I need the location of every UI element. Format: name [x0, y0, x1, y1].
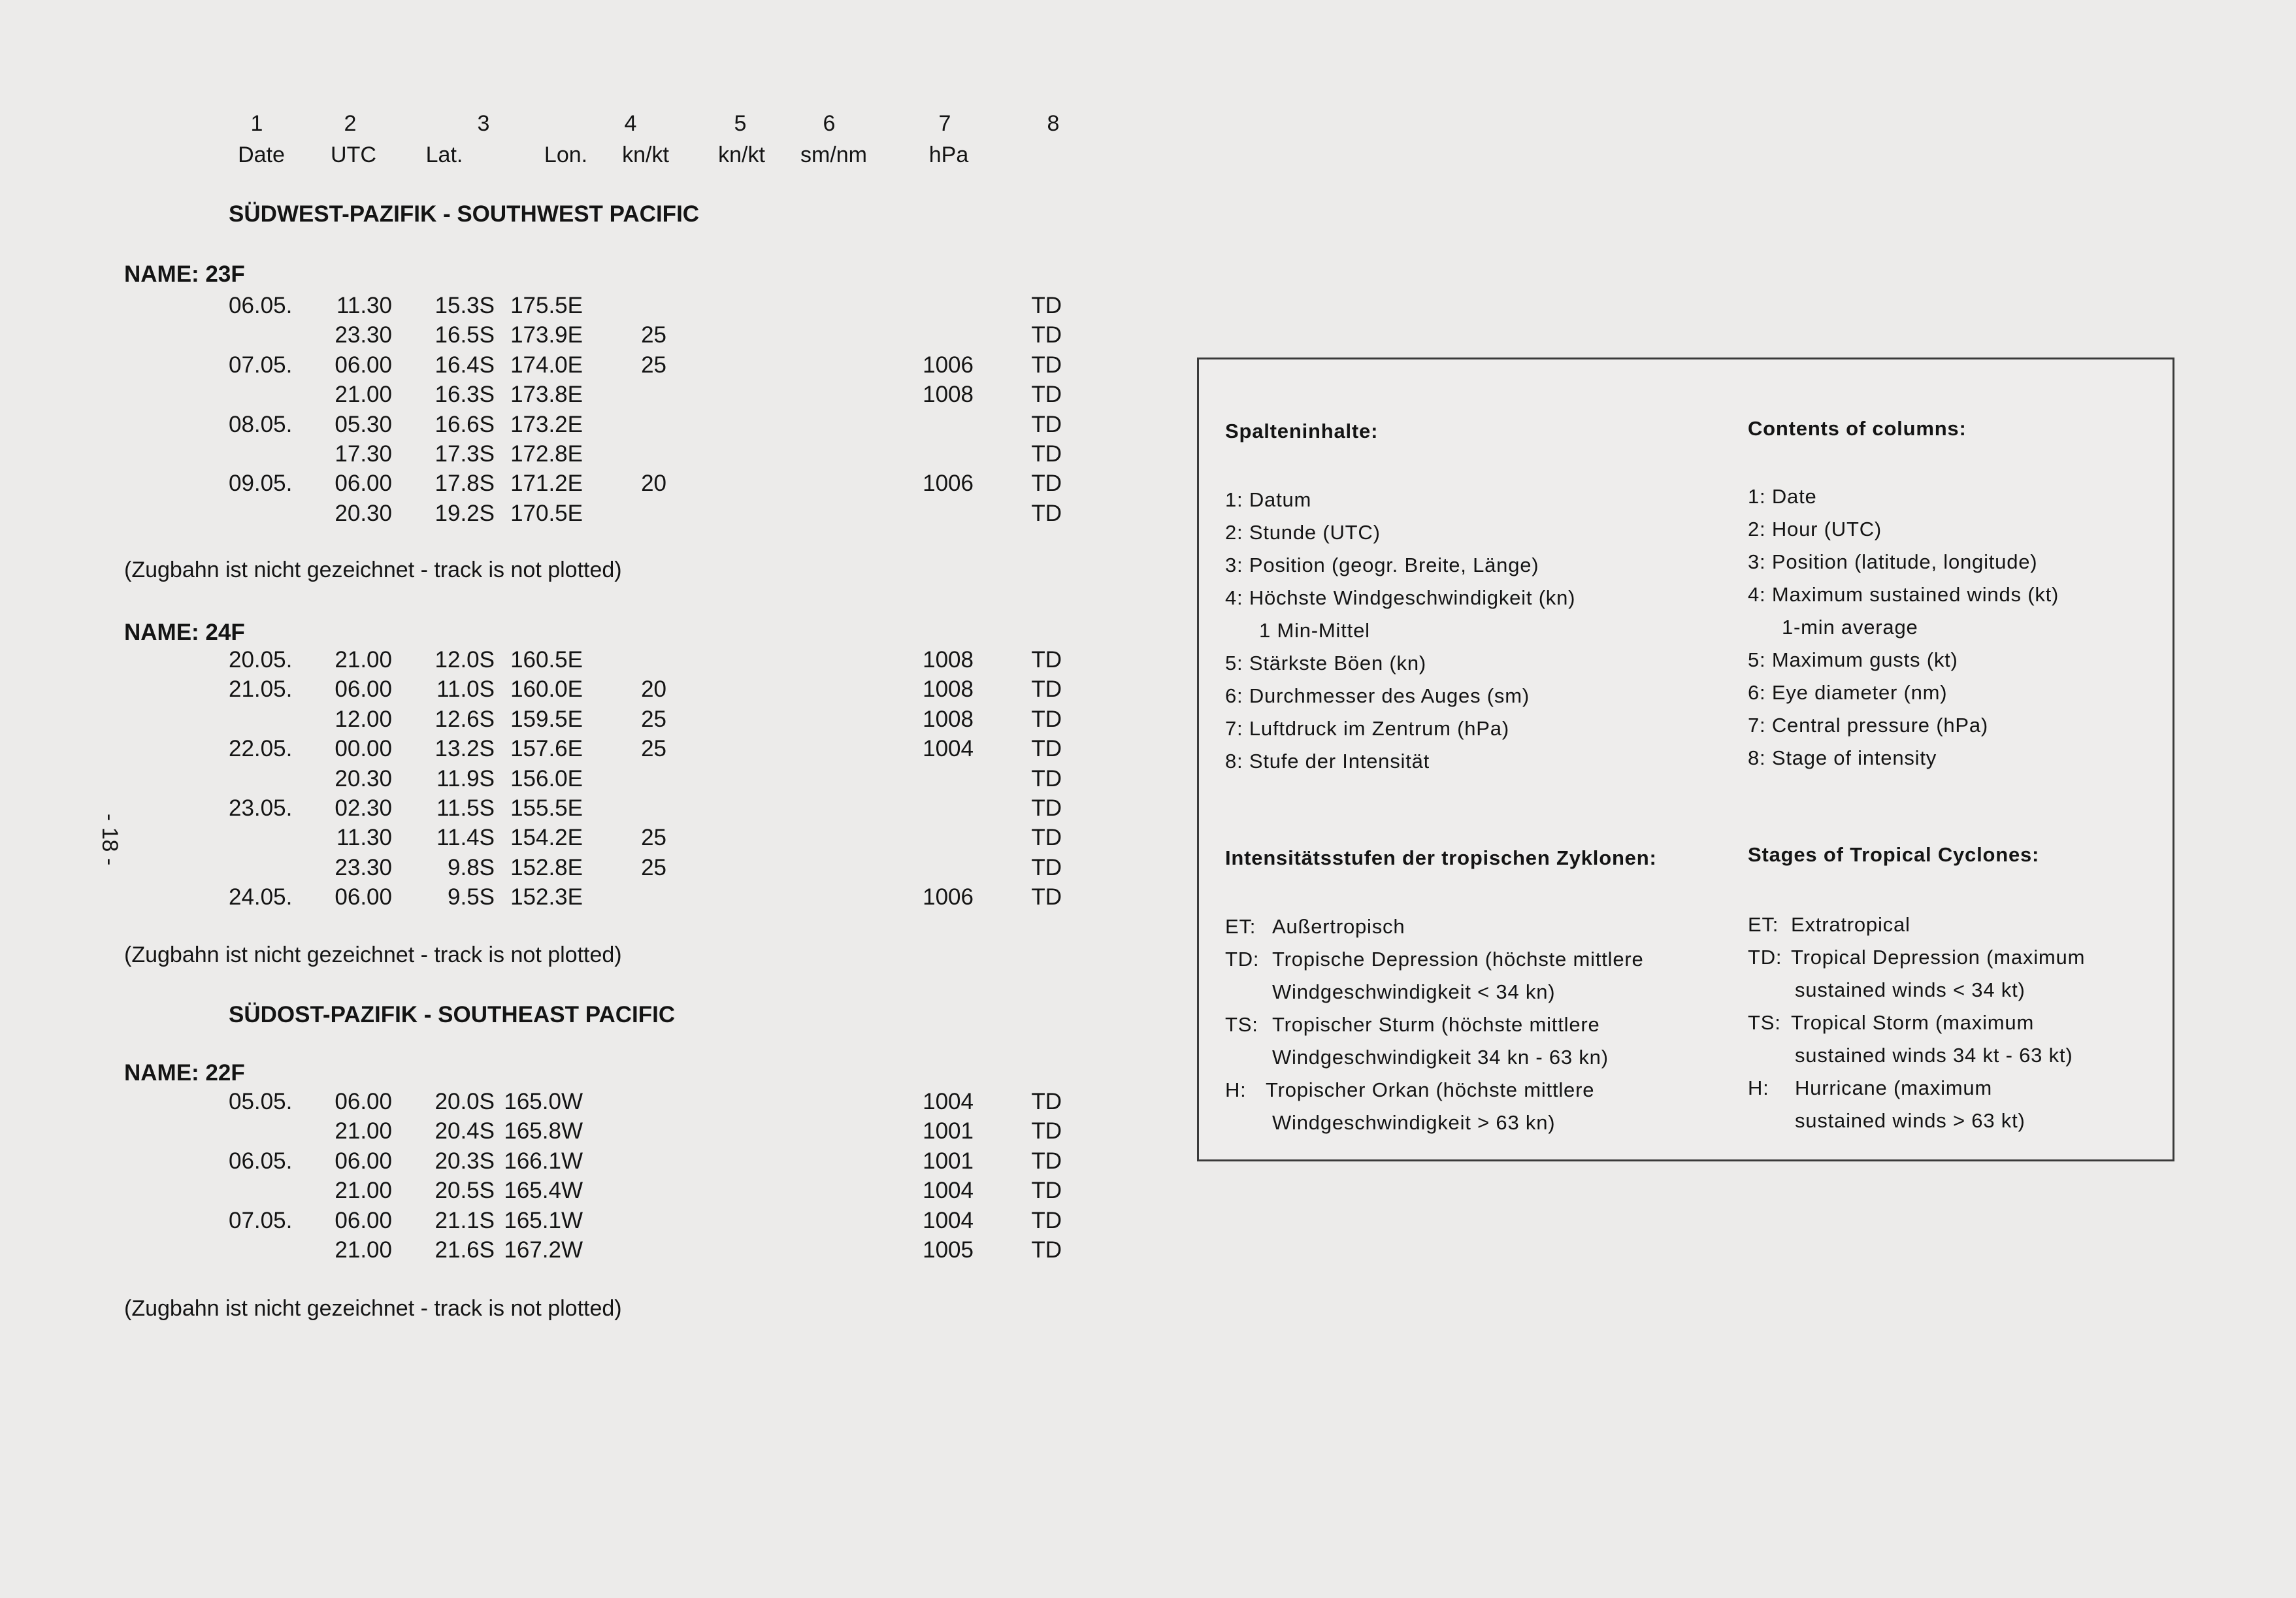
table-row: [0, 1237, 1111, 1267]
stage-code: H:: [1225, 1078, 1247, 1101]
cell-lon: 152.3E: [510, 884, 583, 910]
cell-utc: 06.00: [335, 352, 392, 378]
stage-desc: Extratropical: [1791, 913, 1911, 936]
column-number: 5: [734, 111, 747, 136]
column-label: Lon.: [544, 142, 588, 167]
column-number: 7: [938, 111, 951, 136]
cell-wind: 25: [641, 352, 666, 378]
cell-utc: 02.30: [335, 795, 392, 821]
table-row: [0, 293, 1111, 323]
cell-lon: 165.4W: [504, 1178, 583, 1204]
cell-lat: 11.5S: [436, 795, 495, 821]
column-item: 4: Höchste Windgeschwindigkeit (kn): [1225, 586, 1576, 609]
table-row: [0, 322, 1111, 352]
cell-lat: 15.3S: [435, 293, 495, 318]
cell-lat: 20.3S: [435, 1148, 495, 1174]
column-number: 3: [477, 111, 490, 136]
track-note: (Zugbahn ist nicht gezeichnet - track is not plotted): [124, 942, 622, 967]
column-label: hPa: [928, 142, 969, 167]
cell-utc: 20.30: [335, 765, 392, 791]
cell-lat: 9.5S: [448, 884, 495, 910]
cell-wind: 20: [641, 676, 666, 703]
cell-wind: 25: [641, 854, 666, 880]
cell-utc: 05.30: [335, 411, 392, 437]
cell-stage: TD: [1031, 1178, 1062, 1204]
cell-lat: 11.0S: [436, 676, 495, 703]
stage-desc: Tropischer Sturm (höchste mittlere: [1272, 1013, 1600, 1036]
cell-lon: 157.6E: [510, 736, 583, 762]
stage-desc: Tropical Depression (maximum: [1791, 946, 2086, 969]
cell-pres: 1004: [923, 1089, 974, 1114]
cell-lon: 175.5E: [510, 293, 583, 318]
cell-lat: 17.8S: [435, 471, 495, 497]
storm-name: NAME: 24F: [124, 620, 245, 645]
cell-utc: 23.30: [335, 322, 392, 348]
cell-lon: 155.5E: [510, 795, 583, 821]
column-item: 1-min average: [1782, 616, 1918, 639]
column-label: kn/kt: [622, 142, 669, 167]
column-number: 8: [1047, 111, 1060, 136]
track-note: (Zugbahn ist nicht gezeichnet - track is not plotted): [124, 558, 622, 582]
cell-date: 05.05.: [229, 1089, 293, 1114]
table-row: [0, 501, 1111, 531]
cell-stage: TD: [1031, 382, 1062, 408]
cell-stage: TD: [1031, 1207, 1062, 1233]
cell-utc: 06.00: [335, 1089, 392, 1114]
stage-code: TD:: [1225, 948, 1260, 971]
cell-lat: 12.0S: [435, 647, 495, 673]
table-row: [0, 795, 1111, 825]
columns-title: Spalteninhalte:: [1225, 420, 1379, 442]
cell-pres: 1001: [923, 1148, 974, 1174]
table-row: [0, 736, 1111, 766]
cell-utc: 00.00: [335, 736, 392, 762]
stage-code: TS:: [1225, 1013, 1258, 1036]
column-item: 3: Position (latitude, longitude): [1748, 550, 2038, 573]
stage-code: TS:: [1748, 1011, 1781, 1034]
cell-pres: 1005: [923, 1237, 974, 1263]
cell-lon: 156.0E: [510, 765, 583, 791]
stage-desc: Hurricane (maximum: [1795, 1076, 1993, 1099]
stage-desc: Tropischer Orkan (höchste mittlere: [1266, 1078, 1595, 1101]
stage-desc: Tropical Storm (maximum: [1791, 1011, 2035, 1034]
table-row: [0, 1148, 1111, 1178]
cell-lon: 154.2E: [510, 825, 583, 851]
cell-stage: TD: [1031, 795, 1062, 821]
cell-utc: 21.00: [335, 647, 392, 673]
cell-stage: TD: [1031, 706, 1062, 732]
column-label: kn/kt: [718, 142, 765, 167]
cell-date: 20.05.: [229, 647, 293, 673]
cell-lat: 20.4S: [435, 1118, 495, 1144]
stage-desc: Windgeschwindigkeit 34 kn - 63 kn): [1272, 1046, 1609, 1069]
cell-stage: TD: [1031, 647, 1062, 673]
cell-lon: 160.0E: [510, 676, 583, 703]
column-item: 2: Stunde (UTC): [1225, 521, 1381, 544]
column-item: 6: Eye diameter (nm): [1748, 681, 1948, 704]
column-number: 2: [344, 111, 357, 136]
cell-lon: 173.8E: [510, 382, 583, 408]
column-item: 5: Stärkste Böen (kn): [1225, 652, 1426, 674]
table-row: [0, 1178, 1111, 1208]
table-row: [0, 1208, 1111, 1238]
storm-name: NAME: 22F: [124, 1060, 245, 1086]
table-row: [0, 766, 1111, 796]
cell-lat: 20.5S: [435, 1178, 495, 1204]
cell-date: 07.05.: [229, 352, 293, 378]
cell-utc: 06.00: [335, 471, 392, 497]
cell-utc: 11.30: [336, 293, 392, 318]
cell-lon: 165.1W: [504, 1207, 583, 1233]
cell-lon: 160.5E: [510, 647, 583, 673]
column-item: 1: Datum: [1225, 488, 1312, 511]
cell-pres: 1008: [923, 382, 974, 408]
stage-code: H:: [1748, 1076, 1769, 1099]
table-row: [0, 707, 1111, 737]
cell-stage: TD: [1031, 441, 1062, 467]
cell-pres: 1006: [923, 471, 974, 497]
cell-stage: TD: [1031, 1118, 1062, 1144]
cell-pres: 1004: [923, 1178, 974, 1204]
cell-utc: 06.00: [335, 1207, 392, 1233]
column-number: 6: [823, 111, 836, 136]
cell-wind: 20: [641, 471, 666, 497]
cell-stage: TD: [1031, 1089, 1062, 1114]
table-row: [0, 1089, 1111, 1119]
cell-stage: TD: [1031, 411, 1062, 437]
table-row: [0, 676, 1111, 707]
stage-code: ET:: [1748, 913, 1779, 936]
legend-box: [1197, 358, 2174, 1161]
cell-lon: 165.8W: [504, 1118, 583, 1144]
cell-stage: TD: [1031, 500, 1062, 526]
stage-desc: sustained winds > 63 kt): [1795, 1109, 2025, 1132]
cell-lat: 9.8S: [448, 854, 495, 880]
cell-pres: 1001: [923, 1118, 974, 1144]
cell-pres: 1006: [923, 884, 974, 910]
cell-pres: 1006: [923, 352, 974, 378]
column-item: 5: Maximum gusts (kt): [1748, 648, 1958, 671]
cell-utc: 21.00: [335, 382, 392, 408]
column-label: Date: [238, 142, 285, 167]
cell-stage: TD: [1031, 736, 1062, 762]
column-item: 1: Date: [1748, 485, 1817, 508]
stage-desc: sustained winds < 34 kt): [1795, 978, 2025, 1001]
column-label: sm/nm: [800, 142, 867, 167]
table-row: [0, 352, 1111, 382]
cell-wind: 25: [641, 706, 666, 732]
cell-lat: 21.1S: [435, 1207, 495, 1233]
table-row: [0, 855, 1111, 885]
cell-pres: 1008: [923, 647, 974, 673]
cell-lon: 174.0E: [510, 352, 583, 378]
cell-pres: 1004: [923, 1207, 974, 1233]
table-row: [0, 647, 1111, 677]
cell-pres: 1004: [923, 736, 974, 762]
cell-utc: 21.00: [335, 1237, 392, 1263]
cell-stage: TD: [1031, 884, 1062, 910]
cell-lon: 159.5E: [510, 706, 583, 732]
cell-stage: TD: [1031, 676, 1062, 703]
table-row: [0, 884, 1111, 914]
column-item: 2: Hour (UTC): [1748, 518, 1882, 541]
stage-desc: Außertropisch: [1272, 915, 1405, 938]
storm-name: NAME: 23F: [124, 261, 245, 287]
columns-title: Contents of columns:: [1748, 417, 1967, 440]
table-row: [0, 382, 1111, 412]
columns-list: [1748, 480, 2059, 774]
stage-desc: Tropische Depression (höchste mittlere: [1272, 948, 1644, 971]
stage-code: TD:: [1748, 946, 1782, 969]
section-title: SÜDWEST-PAZIFIK - SOUTHWEST PACIFIC: [229, 201, 700, 227]
cell-utc: 12.00: [335, 706, 392, 732]
stage-desc: Windgeschwindigkeit > 63 kn): [1272, 1111, 1556, 1134]
cell-lat: 16.3S: [435, 382, 495, 408]
cell-wind: 25: [641, 736, 666, 762]
cell-utc: 21.00: [335, 1178, 392, 1204]
cell-date: 09.05.: [229, 471, 293, 497]
cell-lat: 17.3S: [435, 441, 495, 467]
table-row: [0, 471, 1111, 501]
cell-date: 22.05.: [229, 736, 293, 762]
cell-pres: 1008: [923, 706, 974, 732]
cell-lat: 16.4S: [435, 352, 495, 378]
table-row: [0, 441, 1111, 471]
cell-stage: TD: [1031, 1148, 1062, 1174]
cell-stage: TD: [1031, 471, 1062, 497]
table-row: [0, 412, 1111, 442]
column-item: 7: Luftdruck im Zentrum (hPa): [1225, 717, 1509, 740]
cell-lat: 19.2S: [435, 500, 495, 526]
cell-stage: TD: [1031, 1237, 1062, 1263]
cell-stage: TD: [1031, 293, 1062, 318]
table-row: [0, 1118, 1111, 1148]
cell-date: 06.05.: [229, 293, 293, 318]
cell-stage: TD: [1031, 352, 1062, 378]
cell-date: 24.05.: [229, 884, 293, 910]
cell-date: 06.05.: [229, 1148, 293, 1174]
cell-pres: 1008: [923, 676, 974, 703]
cell-stage: TD: [1031, 825, 1062, 851]
cell-lat: 12.6S: [435, 706, 495, 732]
cell-date: 21.05.: [229, 676, 293, 703]
cell-utc: 06.00: [335, 884, 392, 910]
cell-lon: 171.2E: [510, 471, 583, 497]
cell-utc: 23.30: [335, 854, 392, 880]
cell-lon: 172.8E: [510, 441, 583, 467]
cell-utc: 20.30: [335, 500, 392, 526]
column-number: 1: [250, 111, 263, 136]
cell-date: 08.05.: [229, 411, 293, 437]
cell-lon: 166.1W: [504, 1148, 583, 1174]
cell-lat: 20.0S: [435, 1089, 495, 1114]
cell-utc: 11.30: [336, 825, 392, 851]
cell-lat: 16.5S: [435, 322, 495, 348]
cell-lat: 16.6S: [435, 411, 495, 437]
cell-stage: TD: [1031, 322, 1062, 348]
column-item: 8: Stage of intensity: [1748, 746, 1937, 769]
stage-desc: sustained winds 34 kt - 63 kt): [1795, 1044, 2073, 1067]
table-row: [0, 825, 1111, 855]
column-number: 4: [624, 111, 637, 136]
cell-date: 23.05.: [229, 795, 293, 821]
stage-desc: Windgeschwindigkeit < 34 kn): [1272, 980, 1556, 1003]
column-item: 6: Durchmesser des Auges (sm): [1225, 684, 1530, 707]
cell-lat: 21.6S: [435, 1237, 495, 1263]
track-note: (Zugbahn ist nicht gezeichnet - track is not plotted): [124, 1296, 622, 1321]
cell-date: 07.05.: [229, 1207, 293, 1233]
cell-stage: TD: [1031, 854, 1062, 880]
section-title: SÜDOST-PAZIFIK - SOUTHEAST PACIFIC: [229, 1002, 676, 1027]
column-label: Lat.: [425, 142, 463, 167]
column-item: 1 Min-Mittel: [1259, 619, 1370, 642]
cell-utc: 21.00: [335, 1118, 392, 1144]
cell-lat: 11.4S: [436, 825, 495, 851]
page-number: - 18 -: [97, 813, 123, 866]
cell-lat: 11.9S: [436, 765, 495, 791]
cell-lon: 167.2W: [504, 1237, 583, 1263]
cell-lat: 13.2S: [435, 736, 495, 762]
cell-utc: 17.30: [335, 441, 392, 467]
stages-title: Intensitätsstufen der tropischen Zyklonen:: [1225, 846, 1657, 869]
cell-stage: TD: [1031, 765, 1062, 791]
cell-lon: 173.9E: [510, 322, 583, 348]
cell-utc: 06.00: [335, 676, 392, 703]
column-item: 3: Position (geogr. Breite, Länge): [1225, 554, 1539, 576]
column-item: 7: Central pressure (hPa): [1748, 714, 1989, 737]
cell-lon: 165.0W: [504, 1089, 583, 1114]
cell-lon: 152.8E: [510, 854, 583, 880]
column-label: UTC: [331, 142, 376, 167]
cell-wind: 25: [641, 322, 666, 348]
stages-title: Stages of Tropical Cyclones:: [1748, 843, 2040, 866]
column-item: 8: Stufe der Intensität: [1225, 750, 1430, 773]
columns-list: [1225, 484, 1575, 778]
cell-lon: 173.2E: [510, 411, 583, 437]
cell-lon: 170.5E: [510, 500, 583, 526]
column-item: 4: Maximum sustained winds (kt): [1748, 583, 2059, 606]
cell-wind: 25: [641, 825, 666, 851]
stage-code: ET:: [1225, 915, 1256, 938]
cell-utc: 06.00: [335, 1148, 392, 1174]
